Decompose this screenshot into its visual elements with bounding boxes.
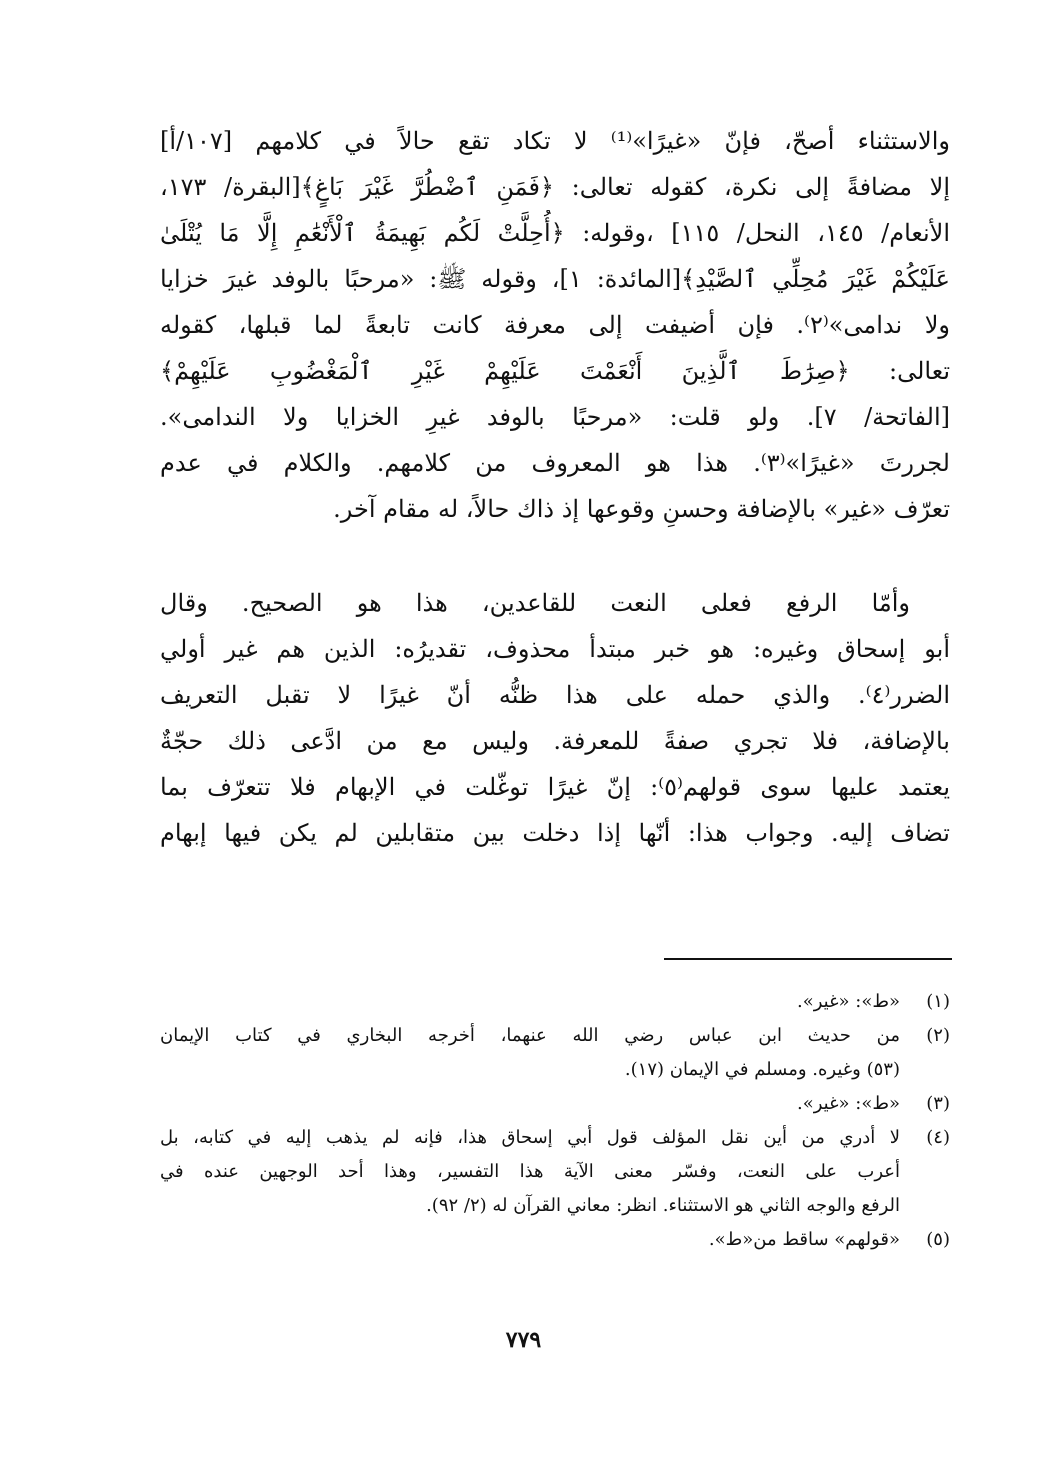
footnote-text — [160, 1121, 900, 1223]
text-line: عَلَيْكُمْ غَيْرَ مُحِلِّي ٱلصَّيْدِ﴾[المائدة: ١]، وقوله ﷺ: «مرحبًا بالوفد غيرَ خزايا — [160, 265, 950, 293]
text-line: لجررتَ «غيرًا»⁽٣⁾. هذا هو المعروف من كلامهم. والكلام في عدم — [160, 449, 950, 477]
text-line: الأنعام/ ١٤٥، النحل/ ١١٥] ،وقوله: ﴿أُحِلَّتْ لَكُم بَهِيمَةُ ٱلْأَنْعَٰمِ إِلَّا مَا يُتْلَىٰ — [160, 219, 950, 247]
footnote-number: (٢) — [926, 1025, 950, 1046]
footnotes — [160, 985, 950, 1257]
text-line: تعرّف «غير» بالإضافة وحسنِ وقوعها إذ ذاك حالاً، له مقام آخر. — [333, 495, 950, 523]
footnote-line: من حديث ابن عباس رضي الله عنهما، أخرجه البخاري في كتاب الإيمان — [160, 1025, 900, 1046]
footnote-text — [160, 1223, 900, 1257]
footnote-line: لا أدري من أين نقل المؤلف قول أبي إسحاق هذا، فإنه لم يذهب إليه في كتابه، بل — [160, 1127, 900, 1148]
footnote-number: (٣) — [926, 1093, 950, 1114]
text-line: بالإضافة، فلا تجري صفةً للمعرفة. وليس مع من ادَّعى ذلك حجّةٌ — [160, 727, 950, 755]
text-line: إلا مضافةً إلى نكرة، كقوله تعالى: ﴿فَمَنِ ٱضْطُرَّ غَيْرَ بَاغٍ﴾[البقرة/ ١٧٣، — [160, 173, 950, 201]
footnote-line: «ط»: «غير». — [797, 1093, 900, 1114]
text-line: يعتمد عليها سوى قولهم⁽٥⁾: إنّ غيرًا توغّلت في الإبهام فلا تتعرّف بما — [160, 773, 950, 801]
footnote-text — [160, 1087, 900, 1121]
footnote — [160, 1019, 950, 1087]
text-line: الضرر⁽٤⁾. والذي حمله على هذا ظنُّه أنّ غيرًا لا تقبل التعريف — [160, 681, 950, 709]
footnote-line: «قولهم» ساقط من«ط». — [708, 1229, 900, 1250]
footnote — [160, 1087, 950, 1121]
footnote-text — [160, 985, 900, 1019]
footnote — [160, 985, 950, 1019]
page-number: ٧٧٩ — [505, 1327, 542, 1353]
footnote — [160, 1223, 950, 1257]
footnote-number: (٥) — [926, 1229, 950, 1250]
footnote-separator — [664, 958, 952, 960]
footnote — [160, 1121, 950, 1223]
paragraph — [160, 118, 950, 532]
footnote-number: (٤) — [926, 1127, 950, 1148]
paragraph — [160, 580, 950, 856]
text-line: ولا ندامى»⁽٢⁾. فإن أضيفت إلى معرفة كانت تابعةً لما قبلها، كقوله — [160, 311, 950, 339]
text-line: تضاف إليه. وجواب هذا: أنّها إذا دخلت بين متقابلين لم يكن فيها إبهام — [160, 819, 950, 847]
main-text — [160, 118, 950, 856]
text-line: وأمّا الرفع فعلى النعت للقاعدين، هذا هو الصحيح. وقال — [160, 589, 910, 617]
footnote-line: «ط»: «غير». — [797, 991, 900, 1012]
footnote-line: (٥٣) وغيره. ومسلم في الإيمان (١٧). — [624, 1059, 900, 1080]
footnote-text — [160, 1019, 900, 1087]
footnote-line: الرفع والوجه الثاني هو الاستثناء. انظر: معاني القرآن له (٢/ ٩٢). — [426, 1195, 900, 1216]
text-line: أبو إسحاق وغيره: هو خبر مبتدأ محذوف، تقديرُه: الذين هم غير أولي — [160, 635, 950, 663]
text-line: [الفاتحة/ ٧]. ولو قلت: «مرحبًا بالوفد غيرِ الخزايا ولا الندامى». — [160, 403, 950, 431]
footnote-line: أعرب على النعت، وفسّر معنى الآية هذا التفسير، وهذا أحد الوجهين عنده في — [160, 1161, 900, 1182]
paragraph-gap — [160, 532, 950, 580]
text-line: تعالى: ﴿صِرَٰطَ ٱلَّذِينَ أَنْعَمْتَ عَلَيْهِمْ غَيْرِ ٱلْمَغْضُوبِ عَلَيْهِمْ﴾ — [160, 357, 950, 385]
text-line: والاستثناء أصحّ، فإنّ «غيرًا»⁽¹⁾ لا تكاد تقع حالاً في كلامهم [١٠٧/أ] — [160, 127, 950, 155]
footnote-number: (١) — [926, 991, 950, 1012]
